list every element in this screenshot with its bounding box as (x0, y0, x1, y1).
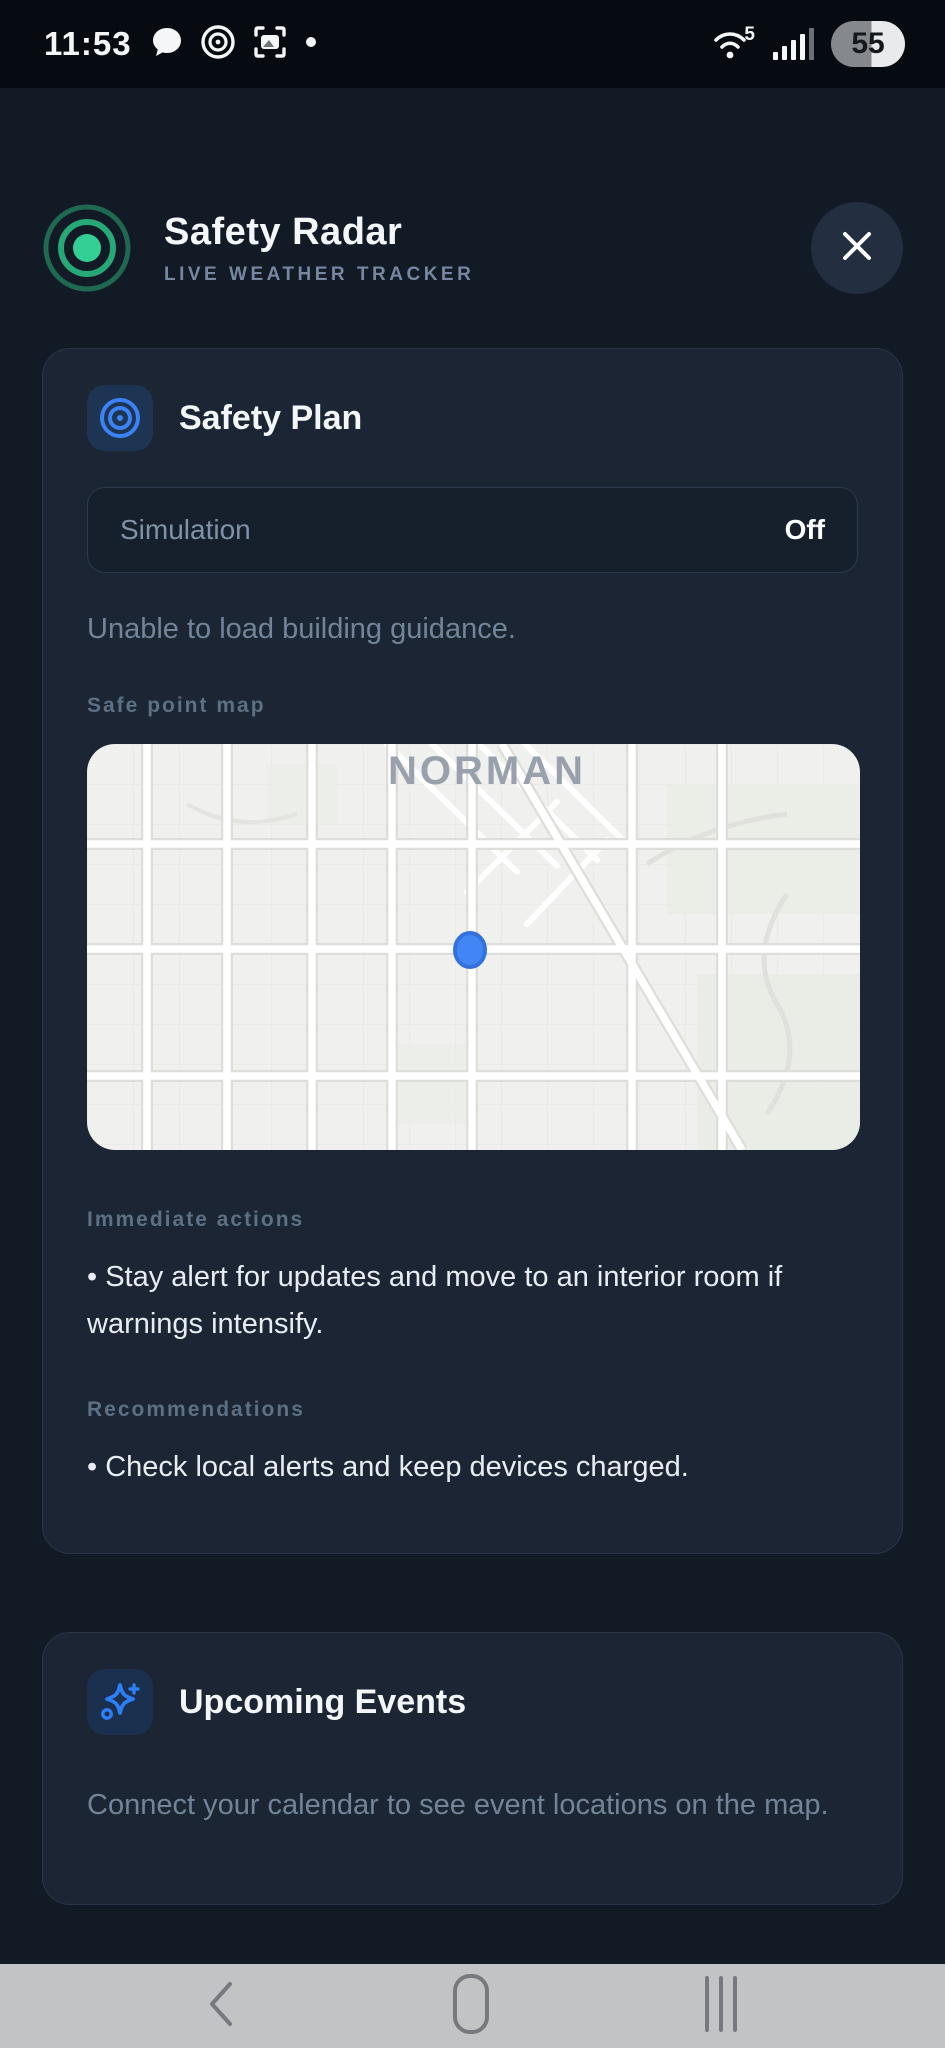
clock: 11:53 (44, 25, 132, 62)
back-icon (200, 1974, 244, 2039)
spiral-notification-icon (198, 22, 238, 67)
recents-icon (697, 1972, 745, 2041)
map-city-label: NORMAN (388, 749, 586, 793)
recommendations-heading: Recommendations (87, 1398, 305, 1421)
upcoming-events-title: Upcoming Events (179, 1682, 467, 1721)
page-title: Safety Radar (164, 210, 403, 253)
wifi-icon (708, 22, 755, 66)
recommendations-item: • Check local alerts and keep devices charged. (87, 1451, 689, 1483)
safe-point-map-label: Safe point map (87, 694, 266, 717)
simulation-toggle-row[interactable] (87, 487, 858, 573)
guidance-error-message: Unable to load building guidance. (87, 613, 516, 645)
location-marker (455, 933, 485, 967)
sparkle-icon (87, 1669, 153, 1735)
safety-radar-screen (0, 202, 945, 1905)
android-navigation-bar (0, 1964, 945, 2048)
immediate-actions-heading: Immediate actions (87, 1208, 305, 1231)
safe-point-map[interactable] (87, 744, 860, 1150)
close-button[interactable] (811, 202, 903, 294)
page-subtitle: LIVE WEATHER TRACKER (164, 263, 475, 285)
battery-indicator (831, 21, 905, 67)
status-bar (0, 0, 945, 88)
safety-plan-title: Safety Plan (179, 398, 363, 437)
upcoming-events-card (42, 1632, 903, 1905)
radar-logo-icon (42, 203, 132, 293)
home-icon (448, 1972, 494, 2041)
simulation-value: Off (784, 514, 825, 545)
upcoming-events-body: Connect your calendar to see event locations on the map. (87, 1789, 829, 1821)
safety-plan-card (42, 348, 903, 1554)
home-button[interactable] (448, 1972, 494, 2041)
screenshot-notification-icon (250, 22, 290, 67)
more-notifications-dot (302, 33, 320, 56)
message-notification-icon (148, 23, 186, 66)
battery-level: 55 (851, 27, 885, 60)
wifi-generation-label: 5 (744, 24, 755, 45)
target-icon (87, 385, 153, 451)
signal-strength-icon (769, 20, 817, 69)
immediate-actions-item: • Stay alert for updates and move to an interior room if warnings intensify. (87, 1261, 783, 1340)
recents-button[interactable] (697, 1972, 745, 2041)
app-header (42, 202, 903, 294)
close-icon (837, 226, 877, 271)
back-button[interactable] (200, 1974, 244, 2039)
simulation-label: Simulation (120, 514, 251, 545)
